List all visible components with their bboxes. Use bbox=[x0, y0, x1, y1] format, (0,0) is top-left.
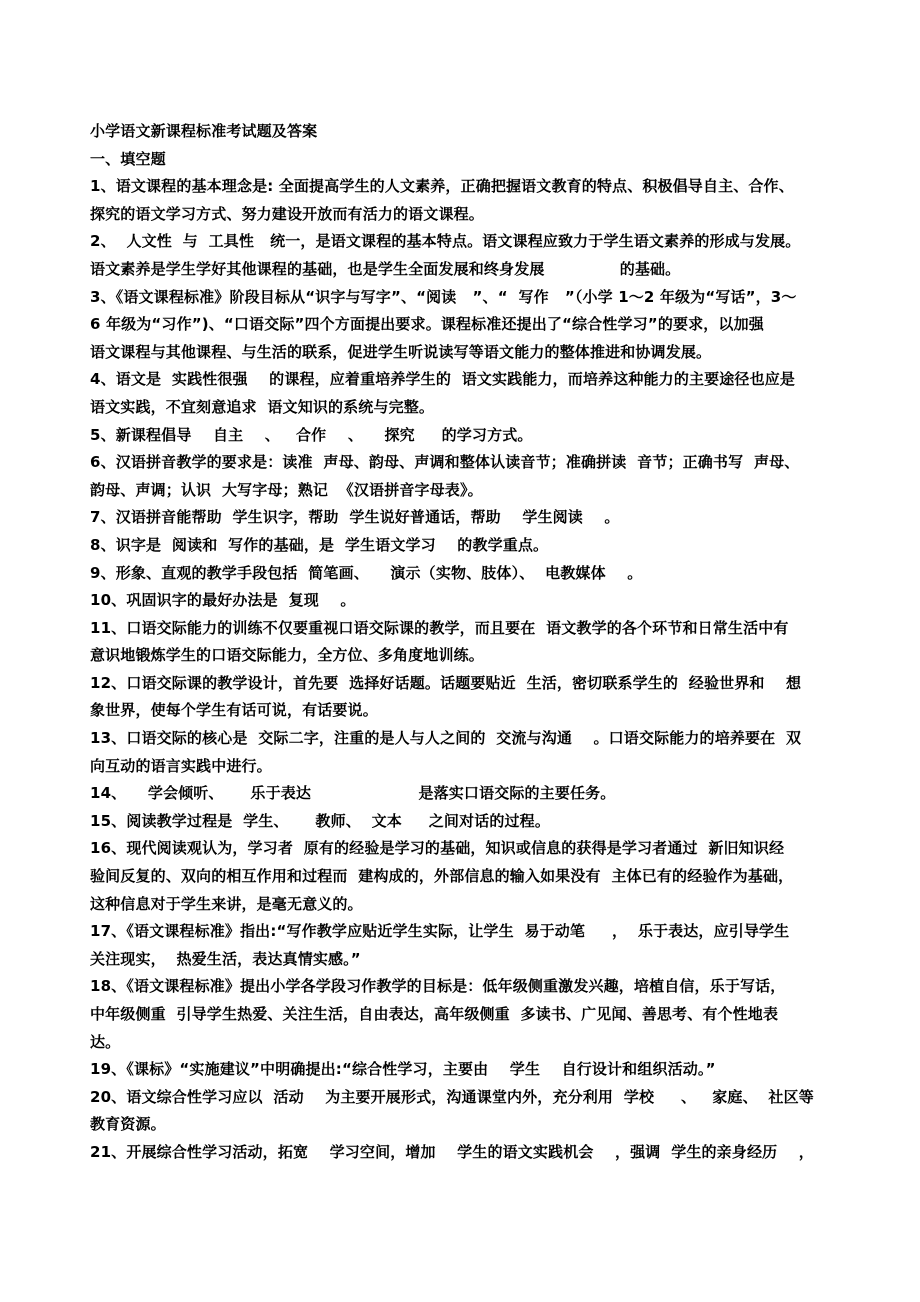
text-line: 11、口语交际能力的训练不仅要重视口语交际课的教学，而且要在 语文教学的各个环节和日常生活中有 bbox=[90, 618, 789, 637]
text-line: 这种信息对于学生来讲，是毫无意义的。 bbox=[90, 894, 363, 913]
text-line: 关注现实， 热爱生活，表达真情实感。” bbox=[90, 949, 361, 968]
text-line: 5、新课程倡导 自主 、 合作 、 探究 的学习方式。 bbox=[90, 425, 533, 444]
text-line: 9、形象、直观的教学手段包括 简笔画、 演示（实物、肢体）、 电教媒体 。 bbox=[90, 563, 643, 582]
text-line: 17、《语文课程标准》指出:“写作教学应贴近学生实际，让学生 易于动笔 ， 乐于表达，应引导学生 bbox=[90, 922, 790, 941]
text-line: 8、识字是 阅读和 写作的基础，是 学生语文学习 的教学重点。 bbox=[90, 535, 549, 554]
text-line: 13、口语交际的核心是 交际二字，注重的是人与人之间的 交流与沟通 。口语交际能力的培养要在 双 bbox=[90, 729, 802, 748]
text-line: 7、汉语拼音能帮助 学生识字，帮助 学生说好普通话，帮助 学生阅读 。 bbox=[90, 508, 620, 527]
text-line: 15、阅读教学过程是 学生、 教师、 文本 之间对话的过程。 bbox=[90, 811, 550, 830]
text-line: 语文素养是学生学好其他课程的基础，也是学生全面发展和终身发展 的基础。 bbox=[90, 259, 681, 278]
text-line: 10、巩固识字的最好办法是 复现 。 bbox=[90, 591, 356, 610]
text-line: 20、语文综合性学习应以 活动 为主要开展形式，沟通课堂内外，充分利用 学校 、 家庭、 社区等 bbox=[90, 1087, 814, 1106]
text-line: 16、现代阅读观认为，学习者 原有的经验是学习的基础，知识或信息的获得是学习者通过 新旧知识经 bbox=[90, 839, 785, 858]
text-line: 语文课程与其他课程、与生活的联系，促进学生听说读写等语文能力的整体推进和协调发展。 bbox=[90, 342, 712, 361]
text-line: 探究的语文学习方式、努力建设开放而有活力的语文课程。 bbox=[90, 204, 484, 223]
text-line: 6、汉语拼音教学的要求是：读准 声母、韵母、声调和整体认读音节；准确拼读 音节；正确书写 声母、 bbox=[90, 453, 800, 472]
text-line: 意识地锻炼学生的口语交际能力，全方位、多角度地训练。 bbox=[90, 646, 484, 665]
text-line: 象世界，使每个学生有话可说，有话要说。 bbox=[90, 701, 378, 720]
text-line: 1、语文课程的基本理念是: 全面提高学生的人文素养，正确把握语文教育的特点、积极倡导自主、合作、 bbox=[90, 177, 794, 196]
text-line: 验间反复的、双向的相互作用和过程而 建构成的，外部信息的输入如果没有 主体已有的经验作为基础， bbox=[90, 867, 794, 886]
text-line: 4、语文是 实践性很强 的课程，应着重培养学生的 语文实践能力，而培养这种能力的主要途径也应是 bbox=[90, 370, 796, 389]
text-line: 19、《课标》“实施建议”中明确提出:“综合性学习，主要由 学生 自行设计和组织活动。” bbox=[90, 1060, 716, 1079]
text-line: 语文实践，不宜刻意追求 语文知识的系统与完整。 bbox=[90, 397, 435, 416]
text-line: 向互动的语言实践中进行。 bbox=[90, 756, 272, 775]
text-line: 教育资源。 bbox=[90, 1115, 166, 1134]
text-line: 21、开展综合性学习活动，拓宽 学习空间，增加 学生的语文实践机会 ，强调 学生的亲身经历 ， bbox=[90, 1142, 814, 1161]
question-lines bbox=[90, 173, 835, 1166]
text-line: 3、《语文课程标准》阶段目标从“识字与写字”、“阅读 ”、“ 写作 ”（小学 1～2 年级为“写话”，3～ bbox=[90, 287, 797, 306]
text-line: 2、 人文性 与 工具性 统一，是语文课程的基本特点。语文课程应致力于学生语文素养的形成与发展。 bbox=[90, 232, 801, 251]
document-title: 小学语文新课程标准考试题及答案 bbox=[90, 122, 318, 140]
text-line: 达。 bbox=[90, 1032, 121, 1051]
text-line: 韵母、声调；认识 大写字母；熟记 《汉语拼音字母表》。 bbox=[90, 480, 483, 499]
section-heading: 一、填空题 bbox=[90, 149, 166, 168]
document-body bbox=[90, 118, 835, 1167]
text-line: 14、 学会倾听、 乐于表达 是落实口语交际的主要任务。 bbox=[90, 784, 616, 803]
text-line: 中年级侧重 引导学生热爱、关注生活，自由表达，高年级侧重 多读书、广见闻、善思考、有个性地表 bbox=[90, 1005, 779, 1023]
text-line: 18、《语文课程标准》提出小学各学段习作教学的目标是：低年级侧重激发兴趣，培植自信，乐于写话， bbox=[90, 977, 786, 996]
text-line: 6 年级为“习作”)、“口语交际”四个方面提出要求。课程标准还提出了“综合性学习”的要求，以加强 bbox=[90, 315, 764, 334]
text-line: 12、口语交际课的教学设计，首先要 选择好话题。话题要贴近 生活，密切联系学生的 经验世界和 想 bbox=[90, 673, 802, 692]
